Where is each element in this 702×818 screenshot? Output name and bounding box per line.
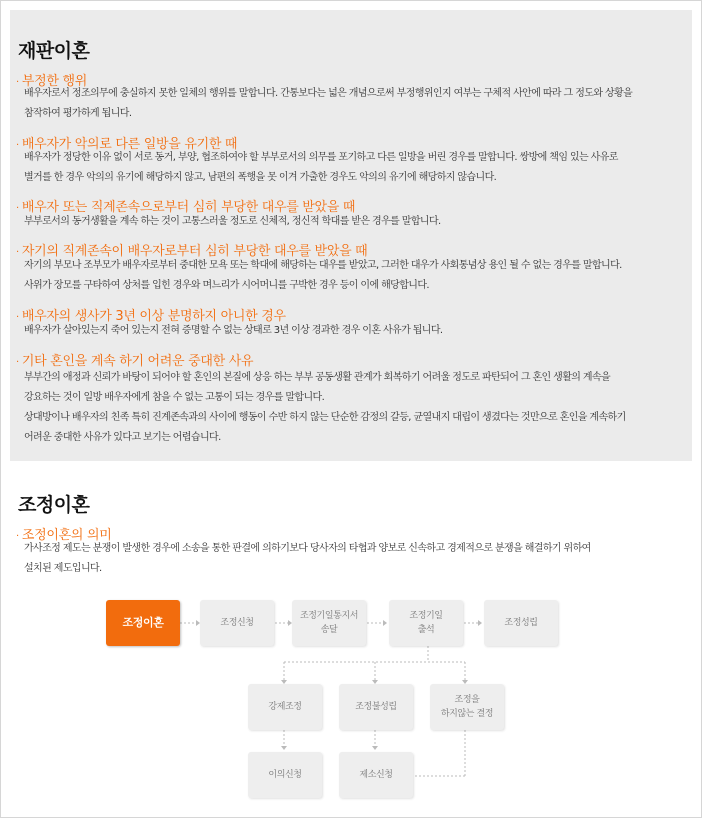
bullet-dot-icon: · <box>16 531 19 542</box>
bullet-dot-icon: · <box>16 140 19 151</box>
flow-step-mediation-application <box>200 600 274 646</box>
desc-line: 부부간의 애정과 신뢰가 바탕이 되어야 할 혼인의 본질에 상응 하는 부부 공동생활 관계가 회복하기 어려울 정도로 파탄되어 그 혼인 생활의 계속을 <box>24 372 611 383</box>
desc-line: 강요하는 것이 일방 배우자에게 참을 수 없는 고통이 되는 경우를 말합니다. <box>24 392 325 403</box>
desc-line: 배우자로서 정조의무에 충실하지 못한 일체의 행위를 말합니다. 간통보다는 넓은 개념으로써 부정행위인지 여부는 구체적 사안에 따라 그 정도와 상황을 <box>24 88 633 99</box>
bullet-dot-icon: · <box>16 312 19 323</box>
flow-step-label: 이의신청 <box>268 770 302 780</box>
desc-line: 배우자가 정당한 이유 없이 서로 동거, 부양, 협조하여야 할 부부로서의 의무를 포기하고 다른 일방을 버린 경우를 말합니다. 쌍방에 책임 있는 사유로 <box>24 152 618 163</box>
bullet-dot-icon: · <box>16 203 19 214</box>
flow-step-label: 출석 <box>417 625 435 635</box>
bullet-dot-icon: · <box>16 247 19 258</box>
flow-leaf-lawsuit-filing <box>339 752 413 798</box>
desc-line: 자기의 부모나 조부모가 배우자로부터 중대한 모욕 또는 학대에 해당하는 대우를 받았고, 그러한 대우가 사회통념상 용인 될 수 없는 경우를 말합니다. <box>24 260 622 271</box>
desc-line: 어려운 중대한 사유가 있다고 보기는 어렵습니다. <box>24 432 221 443</box>
item-heading-text: 배우자 또는 직계존속으로부터 심히 부당한 대우를 받았을 때 <box>21 200 356 215</box>
desc-line: 사위가 장모를 구타하여 상처를 입힌 경우와 며느리가 시어머니를 구박한 경우 등이 이에 해당합니다. <box>24 280 429 291</box>
item-heading-text: 배우자의 생사가 3년 이상 분명하지 아니한 경우 <box>21 309 286 324</box>
flow-step-label: 조정이혼 <box>122 616 164 629</box>
item-heading-text: 기타 혼인을 계속 하기 어려운 중대한 사유 <box>21 354 254 369</box>
desc-line: 배우자가 살아있는지 죽어 있는지 전혀 증명할 수 없는 상태로 3년 이상 경과한 경우 이혼 사유가 됩니다. <box>24 325 443 336</box>
item-heading-text: 자기의 직계존속이 배우자로부터 심히 부당한 대우를 받았을 때 <box>21 244 368 259</box>
item-heading-text: 부정한 행위 <box>21 74 88 89</box>
flow-step-label: 조정신청 <box>220 618 254 628</box>
desc-line: 가사조정 제도는 분쟁이 발생한 경우에 소송을 통한 판결에 의하기보다 당사자의 타협과 양보로 신속하고 경제적으로 분쟁을 해결하기 위하여 <box>24 543 591 554</box>
flow-step-mediation-divorce <box>106 600 180 646</box>
flow-branch-no-mediation-decision <box>430 684 504 730</box>
flow-step-label: 조정불성립 <box>355 702 397 712</box>
flow-step-label: 조정기일통지서 <box>299 611 359 621</box>
desc-line: 참작하여 평가하게 됩니다. <box>24 108 132 119</box>
bullet-dot-icon: · <box>16 357 19 368</box>
flow-step-label: 조정기일 <box>409 611 443 621</box>
flow-step-hearing-notice-delivery <box>292 600 366 646</box>
desc-line: 별거를 한 경우 악의의 유기에 해당하지 않고, 남편의 폭행을 못 이겨 가출한 경우도 악의의 유기에 해당하지 않습니다. <box>24 172 497 183</box>
desc-line: 상대방이나 배우자의 친족 특히 진계존속과의 사이에 행동이 수반 하지 않는 단순한 감정의 갈등, 균열내지 대립이 생겼다는 것만으로 혼인을 계속하기 <box>24 412 626 423</box>
flow-step-label: 하지않는 결정 <box>440 709 494 719</box>
flow-step-label: 강제조정 <box>268 702 302 712</box>
mediation-divorce-title: 조정이혼 <box>18 494 90 516</box>
bullet-dot-icon: · <box>16 77 19 88</box>
flow-step-label: 송달 <box>320 625 338 635</box>
flow-step-hearing-attendance <box>389 600 463 646</box>
desc-line: 설치된 제도입니다. <box>24 563 102 574</box>
desc-line: 부부로서의 동거생활을 계속 하는 것이 고통스러울 정도로 신체적, 정신적 학대를 받은 경우를 말합니다. <box>24 216 441 227</box>
flow-branch-mediation-failure <box>339 684 413 730</box>
flow-step-label: 조정성립 <box>504 618 538 628</box>
judicial-divorce-title: 재판이혼 <box>18 40 90 62</box>
item-heading-text: 배우자가 악의로 다른 일방을 유기한 때 <box>21 137 238 152</box>
flow-branch-forced-mediation <box>248 684 322 730</box>
flow-step-label: 조정을 <box>454 695 480 705</box>
flow-leaf-objection <box>248 752 322 798</box>
flow-step-label: 제소신청 <box>359 770 393 780</box>
flow-step-mediation-success <box>484 600 558 646</box>
item-heading-text: 조정이혼의 의미 <box>21 528 112 543</box>
